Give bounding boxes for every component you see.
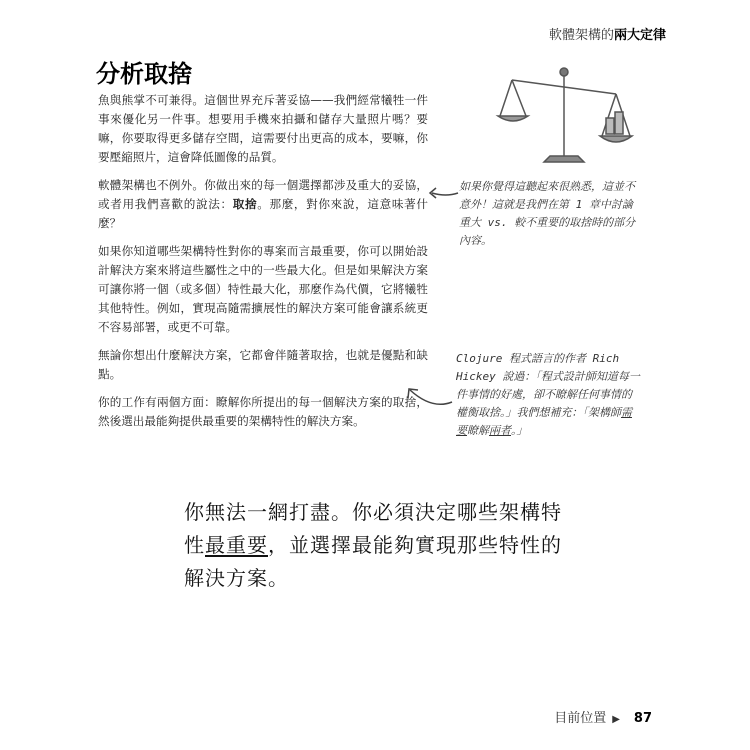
side-note-1: 如果你覺得這聽起來很熟悉，這並不意外！這就是我們在第 1 章中討論重大 vs. 較不重要的取捨時的部分內容。 [459,180,636,247]
callout-text [184,496,574,595]
paragraph-2 [98,176,428,233]
callout-underline: 最重要 [205,533,268,557]
paragraph-5: 你的工作有兩個方面：瞭解你所提出的每一個解決方案的取捨，然後選出最能夠提供最重要的架構特性的解決方案。 [98,395,428,428]
paragraph-4: 無論你想出什麼解決方案，它都會伴隨著取捨，也就是優點和缺點。 [98,348,428,381]
arrow-left-icon [426,185,460,203]
running-head-bold: 兩大定律 [613,28,666,43]
callout-a: 你無法一網打盡。你必須決定哪些架構特性 [184,500,562,557]
side-note-2-b: 瞭解 [467,424,489,437]
balance-scale-icon [494,62,634,172]
page-number: 87 [633,711,652,726]
footer-nav-label[interactable]: 目前位置 [554,711,607,726]
side-note-2-a: Clojure 程式語言的作者 Rich Hickey 說過：「程式設計師知道每一件事情的好處，卻不瞭解任何事情的權衡取捨。」我們想補充：「架構師 [456,352,640,419]
paragraph-1: 魚與熊掌不可兼得。這個世界充斥著妥協——我們經常犧牲一件事來優化另一件事。想要用手機來拍攝和儲存大量照片嗎？要嘛，你要取得更多儲存空間，這需要付出更高的成本，要嘛，你要壓縮照片，這會降低圖像的品質。 [98,93,428,164]
triangle-right-icon: ▶ [612,714,620,725]
paragraph-3: 如果你知道哪些架構特性對你的專案而言最重要，你可以開始設計解決方案來將這些屬性之中的一些最大化。但是如果解決方案可讓你將一個（或多個）特性最大化，那麼作為代價，它將犧牲其他特性。例如，實現高隨需擴展性的解決方案可能會讓系統更不容易部署，或更不可靠。 [98,244,428,334]
curved-arrow-icon [402,384,454,410]
side-note-2-c: 。」 [511,424,528,437]
running-head-prefix: 軟體架構的 [548,28,614,43]
paragraph-2-b: 。那麼，對你來說，這意味著什麼？ [98,197,428,230]
body-text [98,91,428,440]
paragraph-2-a: 軟體架構也不例外。你做出來的每一個選擇都涉及重大的妥協，或者用我們喜歡的說法： [98,178,428,211]
side-note-2-underline-2: 兩者 [489,424,511,437]
side-note-2 [456,350,640,440]
callout-b: ，並選擇最能夠實現那些特性的解決方案。 [184,533,562,590]
page-footer [554,707,652,726]
paragraph-2-bold: 取捨 [232,197,258,211]
section-title: 分析取捨 [96,60,192,88]
side-note-2-underline: 需要 [456,406,632,437]
running-head [549,24,666,43]
